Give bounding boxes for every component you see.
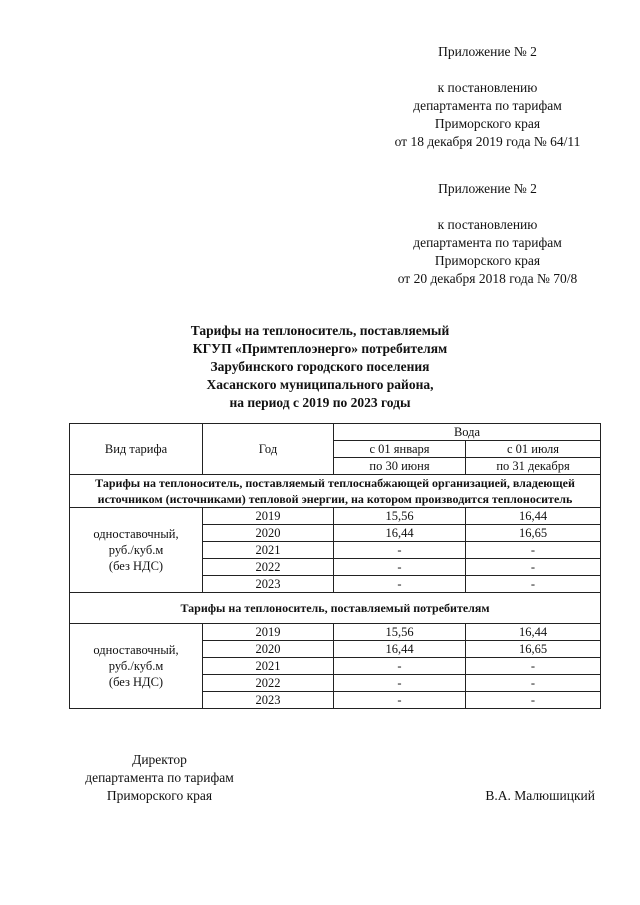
appendix-line: к постановлению: [437, 217, 538, 232]
signature-line: Приморского края: [106, 788, 213, 803]
value-cell: -: [466, 576, 601, 593]
section-heading: Тарифы на теплоноситель, поставляемый теплоснабжающей организацией, владеющей источником (источниками) тепловой энергии, на котором производится теплоноситель: [70, 475, 601, 508]
title-line: Тарифы на теплоноситель, поставляемый: [190, 323, 450, 338]
header-tariff-type: Вид тарифа: [70, 424, 203, 475]
header-period-1-end: по 30 июня: [334, 458, 466, 475]
year-cell: 2022: [203, 559, 334, 576]
header-water: Вода: [334, 424, 601, 441]
tariff-type-line: руб./куб.м: [108, 543, 164, 557]
signatory-name: В.А. Малюшицкий: [485, 788, 595, 803]
tariff-type-line: одноставочный,: [93, 643, 179, 657]
appendix-current: [380, 43, 595, 151]
value-cell: 16,65: [466, 525, 601, 542]
appendix-line: Приморского края: [434, 116, 541, 131]
signature-position: [72, 751, 247, 805]
value-cell: -: [334, 576, 466, 593]
header-period-2-end: по 31 декабря: [466, 458, 601, 475]
appendix-line: департамента по тарифам: [413, 235, 562, 250]
year-cell: 2022: [203, 675, 334, 692]
value-cell: 16,44: [466, 624, 601, 641]
header-year: Год: [203, 424, 334, 475]
value-cell: 15,56: [334, 624, 466, 641]
value-cell: 16,44: [466, 508, 601, 525]
value-cell: -: [466, 658, 601, 675]
value-cell: -: [334, 658, 466, 675]
title-line: Зарубинского городского поселения: [210, 359, 430, 374]
document-title: [110, 322, 530, 412]
value-cell: 16,44: [334, 641, 466, 658]
table-row: [70, 508, 601, 525]
value-cell: -: [466, 675, 601, 692]
section-heading: Тарифы на теплоноситель, поставляемый потребителям: [70, 593, 601, 624]
value-cell: 16,44: [334, 525, 466, 542]
appendix-line: от 18 декабря 2019 года № 64/11: [394, 134, 581, 149]
value-cell: -: [466, 692, 601, 709]
tariff-type-line: руб./куб.м: [108, 659, 164, 673]
year-cell: 2023: [203, 692, 334, 709]
table-row: [70, 624, 601, 641]
title-line: КГУП «Примтеплоэнерго» потребителям: [192, 341, 448, 356]
appendix-line: к постановлению: [437, 80, 538, 95]
year-cell: 2020: [203, 641, 334, 658]
year-cell: 2023: [203, 576, 334, 593]
signature-line: департамента по тарифам: [85, 770, 234, 785]
signature-line: Директор: [132, 752, 187, 767]
value-cell: -: [466, 559, 601, 576]
value-cell: -: [334, 675, 466, 692]
appendix-line: департамента по тарифам: [413, 98, 562, 113]
appendix-title: Приложение № 2: [438, 181, 537, 196]
header-period-2: с 01 июля: [466, 441, 601, 458]
appendix-title: Приложение № 2: [438, 44, 537, 59]
value-cell: -: [466, 542, 601, 559]
tariff-type-cell: [70, 508, 203, 593]
tariff-type-cell: [70, 624, 203, 709]
tariff-type-line: (без НДС): [108, 675, 164, 689]
tariff-type-line: одноставочный,: [93, 527, 179, 541]
appendix-previous: [380, 180, 595, 288]
tariff-type-line: (без НДС): [108, 559, 164, 573]
year-cell: 2021: [203, 658, 334, 675]
year-cell: 2020: [203, 525, 334, 542]
tariff-table: [69, 423, 601, 709]
year-cell: 2021: [203, 542, 334, 559]
value-cell: 15,56: [334, 508, 466, 525]
value-cell: -: [334, 542, 466, 559]
value-cell: -: [334, 559, 466, 576]
title-line: Хасанского муниципального района,: [206, 377, 434, 392]
title-line: на период с 2019 по 2023 годы: [229, 395, 411, 410]
header-period-1: с 01 января: [334, 441, 466, 458]
appendix-line: Приморского края: [434, 253, 541, 268]
year-cell: 2019: [203, 624, 334, 641]
value-cell: -: [334, 692, 466, 709]
value-cell: 16,65: [466, 641, 601, 658]
appendix-line: от 20 декабря 2018 года № 70/8: [397, 271, 578, 286]
year-cell: 2019: [203, 508, 334, 525]
